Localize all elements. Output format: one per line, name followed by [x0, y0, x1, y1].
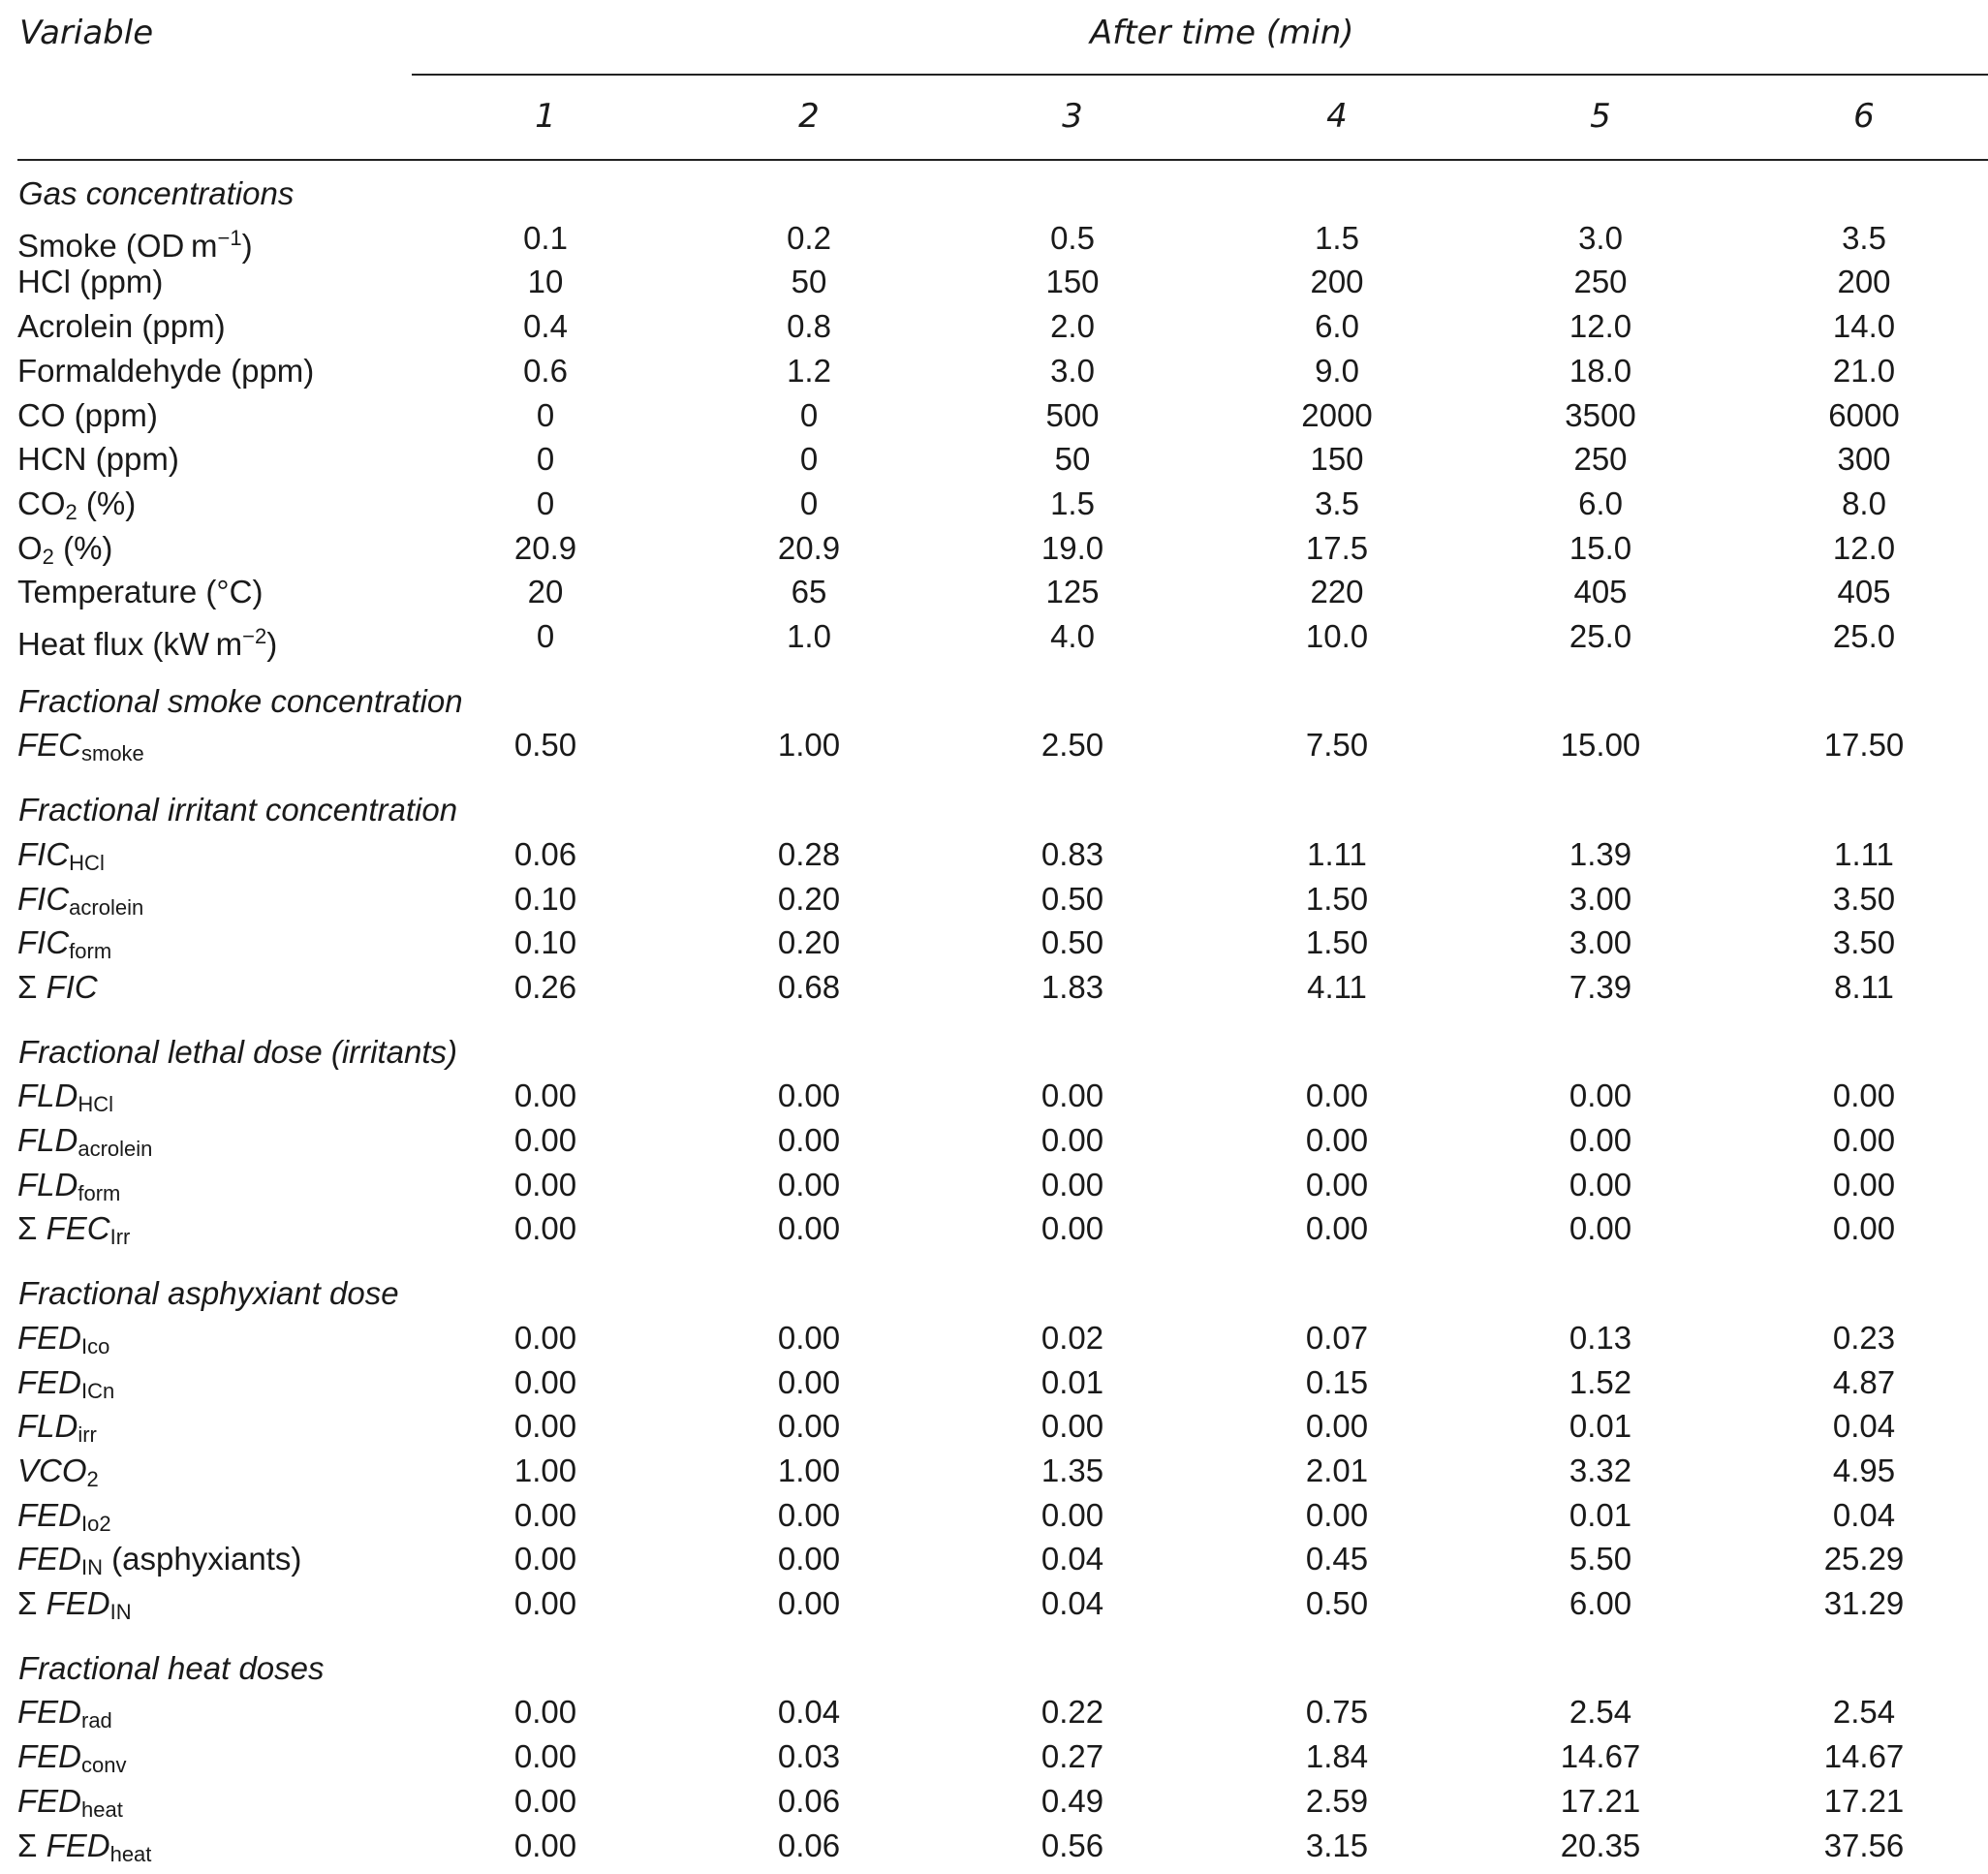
table-cell: 14.67 — [1560, 1738, 1641, 1775]
row-label — [17, 352, 314, 390]
table-cell: 3.0 — [1050, 352, 1095, 389]
table-cell: 0.15 — [1305, 1363, 1369, 1400]
table-cell: 0.02 — [1041, 1319, 1104, 1356]
table-cell: 0.00 — [513, 1782, 577, 1819]
table-cell: 4.11 — [1307, 968, 1367, 1005]
table-cell: 7.39 — [1569, 968, 1632, 1005]
table-cell: 31.29 — [1823, 1585, 1905, 1621]
label-tail: (asphyxiants) — [103, 1541, 302, 1577]
table-cell: 0.83 — [1041, 835, 1104, 872]
table-cell: 2.01 — [1305, 1452, 1369, 1488]
sigma-symbol: Σ — [17, 1210, 47, 1247]
row-label — [17, 263, 163, 301]
table-cell: 3.32 — [1569, 1452, 1632, 1488]
table-cell: 17.5 — [1305, 529, 1369, 566]
table-cell: 0.00 — [1832, 1210, 1896, 1247]
table-cell: 18.0 — [1569, 352, 1632, 389]
table-cell: 65 — [791, 574, 827, 610]
label-main: FLD — [17, 1122, 78, 1158]
table-cell: 0.4 — [523, 308, 568, 345]
label-subscript: HCl — [69, 850, 105, 875]
row-label — [17, 1782, 123, 1829]
table-cell: 2.54 — [1569, 1694, 1632, 1731]
table-cell: 2.0 — [1050, 308, 1095, 345]
sigma-symbol: Σ — [17, 1827, 47, 1863]
table-cell: 19.0 — [1041, 529, 1104, 566]
table-cell: 0.00 — [1041, 1166, 1104, 1202]
label-subscript: acrolein — [78, 1137, 153, 1161]
column-header-2: 2 — [798, 97, 820, 136]
table-cell: 0.00 — [513, 1122, 577, 1158]
label-main: FED — [17, 1363, 81, 1400]
sigma-symbol: Σ — [17, 968, 47, 1005]
table-cell: 6.0 — [1578, 484, 1623, 521]
label-subscript: HCl — [78, 1092, 114, 1117]
table-cell: 0.00 — [777, 1078, 841, 1114]
table-cell: 17.21 — [1560, 1782, 1641, 1819]
label-tail: (%) — [77, 484, 137, 521]
table-cell: 0.03 — [777, 1738, 841, 1775]
table-cell: 0.26 — [513, 968, 577, 1005]
table-cell: 0.00 — [513, 1496, 577, 1533]
table-cell: 0.00 — [1041, 1408, 1104, 1445]
row-label — [17, 440, 179, 479]
table-cell: 15.00 — [1560, 727, 1641, 764]
label-main: FEC — [17, 727, 81, 764]
table-cell: 500 — [1045, 396, 1100, 433]
table-cell: 0.00 — [1832, 1078, 1896, 1114]
table-cell: 0.6 — [523, 352, 568, 389]
table-cell: 0 — [799, 441, 819, 478]
row-label — [17, 1319, 109, 1366]
table-cell: 0.00 — [1041, 1078, 1104, 1114]
table-cell: 3.15 — [1305, 1827, 1369, 1863]
header-rule-bottom — [17, 159, 1988, 161]
table-cell: 0.00 — [777, 1122, 841, 1158]
row-label — [17, 1363, 114, 1411]
table-cell: 0.00 — [777, 1496, 841, 1533]
table-cell: 8.0 — [1842, 484, 1886, 521]
table-cell: 0.00 — [1832, 1166, 1896, 1202]
table-cell: 17.50 — [1823, 727, 1905, 764]
table-cell: 300 — [1837, 441, 1891, 478]
row-label — [17, 307, 226, 346]
table-cell: 20.9 — [777, 529, 841, 566]
table-cell: 0.00 — [1041, 1122, 1104, 1158]
section-title: Fractional heat doses — [18, 1649, 325, 1686]
table-cell: 0 — [536, 441, 555, 478]
table-cell: 0.00 — [1569, 1078, 1632, 1114]
table-cell: 6000 — [1828, 396, 1900, 433]
table-cell: 0.00 — [777, 1319, 841, 1356]
table-cell: 0.00 — [513, 1585, 577, 1621]
table-cell: 125 — [1045, 574, 1100, 610]
table-cell: 0.00 — [513, 1541, 577, 1577]
row-label — [17, 396, 158, 435]
row-label — [17, 1209, 130, 1257]
label-main: Formaldehyde (ppm) — [17, 352, 315, 389]
label-subscript: irr — [78, 1422, 97, 1448]
label-subscript: Ico — [81, 1333, 110, 1359]
column-header-4: 4 — [1326, 97, 1348, 136]
label-subscript: Irr — [109, 1225, 131, 1250]
label-main: CO (ppm) — [17, 396, 158, 433]
table-cell: 0.27 — [1041, 1738, 1104, 1775]
table-cell: 6.00 — [1569, 1585, 1632, 1621]
row-label — [17, 1121, 152, 1169]
table-cell: 0.50 — [1041, 880, 1104, 917]
row-label — [17, 1166, 120, 1213]
label-main: FED — [17, 1496, 81, 1533]
label-subscript: rad — [81, 1708, 112, 1733]
table-cell: 0.00 — [1305, 1166, 1369, 1202]
table-cell: 1.35 — [1041, 1452, 1104, 1488]
table-cell: 1.39 — [1569, 835, 1632, 872]
table-cell: 150 — [1045, 264, 1100, 300]
table-cell: 0.00 — [777, 1541, 841, 1577]
row-label — [17, 1540, 301, 1587]
table-cell: 20.9 — [513, 529, 577, 566]
table-cell: 25.0 — [1569, 618, 1632, 654]
table-cell: 0.01 — [1041, 1363, 1104, 1400]
label-main: FLD — [17, 1078, 78, 1114]
table-cell: 14.0 — [1832, 308, 1896, 345]
table-cell: 0 — [799, 484, 819, 521]
table-cell: 0 — [536, 618, 555, 654]
table-cell: 1.2 — [787, 352, 831, 389]
table-cell: 8.11 — [1834, 968, 1894, 1005]
label-subscript: IN — [109, 1600, 132, 1624]
row-label — [17, 1496, 111, 1544]
table-cell: 25.0 — [1832, 618, 1896, 654]
table-cell: 3500 — [1565, 396, 1636, 433]
table-cell: 50 — [791, 264, 827, 300]
label-subscript: IN — [81, 1555, 103, 1580]
table-cell: 200 — [1310, 264, 1364, 300]
label-main: O — [17, 529, 43, 566]
table-cell: 0.00 — [1305, 1122, 1369, 1158]
table-cell: 20.35 — [1560, 1827, 1641, 1863]
label-tail: ) — [241, 227, 253, 264]
table-cell: 0.00 — [513, 1166, 577, 1202]
table-cell: 25.29 — [1823, 1541, 1905, 1577]
table-cell: 0.10 — [513, 880, 577, 917]
table-cell: 12.0 — [1832, 529, 1896, 566]
table-cell: 250 — [1573, 441, 1628, 478]
table-cell: 2000 — [1301, 396, 1373, 433]
label-superscript: −2 — [242, 624, 267, 648]
table-cell: 6.0 — [1315, 308, 1359, 345]
column-header-3: 3 — [1062, 97, 1083, 136]
table-cell: 5.50 — [1569, 1541, 1632, 1577]
after-time-header: After time (min) — [1090, 14, 1354, 52]
variable-header: Variable — [19, 14, 154, 52]
table-cell: 3.00 — [1569, 924, 1632, 961]
section-title: Fractional lethal dose (irritants) — [18, 1033, 458, 1070]
table-cell: 1.0 — [787, 618, 831, 654]
table-cell: 0.50 — [513, 727, 577, 764]
table-cell: 3.50 — [1832, 880, 1896, 917]
sigma-symbol: Σ — [17, 1585, 47, 1621]
row-label — [17, 529, 112, 577]
table-cell: 0.1 — [523, 219, 568, 256]
table-cell: 220 — [1310, 574, 1364, 610]
label-subscript: form — [78, 1180, 121, 1205]
column-header-6: 6 — [1853, 97, 1875, 136]
table-cell: 0.00 — [777, 1408, 841, 1445]
table-cell: 1.11 — [1834, 835, 1894, 872]
table-cell: 0.00 — [513, 1319, 577, 1356]
table-cell: 200 — [1837, 264, 1891, 300]
table-cell: 0.20 — [777, 924, 841, 961]
table-cell: 0.01 — [1569, 1408, 1632, 1445]
table-cell: 0.04 — [1041, 1585, 1104, 1621]
table-cell: 0.01 — [1569, 1496, 1632, 1533]
table-cell: 3.00 — [1569, 880, 1632, 917]
column-header-1: 1 — [535, 97, 556, 136]
table-cell: 0 — [536, 396, 555, 433]
table-cell: 0.04 — [1832, 1408, 1896, 1445]
section-title: Fractional smoke concentration — [18, 682, 463, 719]
row-label — [17, 880, 143, 927]
row-label — [17, 726, 144, 773]
table-cell: 0.00 — [777, 1585, 841, 1621]
table-cell: 0.50 — [1041, 924, 1104, 961]
table-cell: 0.00 — [1569, 1166, 1632, 1202]
table-cell: 0.00 — [1305, 1210, 1369, 1247]
table-cell: 2.50 — [1041, 727, 1104, 764]
label-main: FED — [46, 1585, 110, 1621]
table-cell: 0 — [799, 396, 819, 433]
table-cell: 2.59 — [1305, 1782, 1369, 1819]
table-cell: 0.00 — [513, 1694, 577, 1731]
table-cell: 0.2 — [787, 219, 831, 256]
row-label — [17, 484, 136, 532]
table-cell: 405 — [1573, 574, 1628, 610]
table-cell: 250 — [1573, 264, 1628, 300]
label-subscript: 2 — [42, 544, 54, 569]
label-subscript: 2 — [65, 499, 78, 524]
row-label — [17, 1407, 97, 1454]
table-cell: 0.28 — [777, 835, 841, 872]
label-main: CO — [17, 484, 66, 521]
table-cell: 0.00 — [1305, 1408, 1369, 1445]
table-cell: 21.0 — [1832, 352, 1896, 389]
table-cell: 1.00 — [777, 1452, 841, 1488]
table-cell: 0.00 — [513, 1210, 577, 1247]
label-main: Heat flux (kW m — [17, 626, 243, 662]
section-title: Fractional asphyxiant dose — [18, 1275, 399, 1312]
table-cell: 0.04 — [1832, 1496, 1896, 1533]
label-main: Smoke (OD m — [17, 227, 218, 264]
table-cell: 0.49 — [1041, 1782, 1104, 1819]
table-cell: 0.07 — [1305, 1319, 1369, 1356]
table-cell: 1.52 — [1569, 1363, 1632, 1400]
table-cell: 7.50 — [1305, 727, 1369, 764]
label-main: FED — [46, 1827, 110, 1863]
section-title: Fractional irritant concentration — [18, 792, 458, 828]
label-main: FIC — [17, 924, 70, 961]
table-cell: 20 — [527, 574, 564, 610]
table-cell: 3.5 — [1315, 484, 1359, 521]
table-cell: 0.00 — [513, 1738, 577, 1775]
table-cell: 0.04 — [777, 1694, 841, 1731]
row-label — [17, 923, 111, 971]
section-title: Gas concentrations — [18, 175, 295, 211]
header-rule-top — [412, 74, 1988, 76]
label-main: HCN (ppm) — [17, 441, 179, 478]
table-cell: 0.45 — [1305, 1541, 1369, 1577]
table-cell: 12.0 — [1569, 308, 1632, 345]
label-main: FED — [17, 1541, 81, 1577]
row-label — [17, 219, 253, 265]
table-cell: 10 — [527, 264, 564, 300]
label-main: FED — [17, 1782, 81, 1819]
table-cell: 1.00 — [777, 727, 841, 764]
table-cell: 0.00 — [1569, 1210, 1632, 1247]
table-cell: 0.50 — [1305, 1585, 1369, 1621]
label-superscript: −1 — [217, 225, 242, 250]
label-main: VCO — [17, 1452, 87, 1488]
table-cell: 1.50 — [1305, 880, 1369, 917]
label-tail: ) — [266, 626, 278, 662]
table-cell: 0.56 — [1041, 1827, 1104, 1863]
table-cell: 17.21 — [1823, 1782, 1905, 1819]
row-label — [17, 573, 263, 611]
table-cell: 1.83 — [1041, 968, 1104, 1005]
label-subscript: form — [69, 939, 112, 964]
table-cell: 37.56 — [1823, 1827, 1905, 1863]
table-cell: 0.00 — [513, 1408, 577, 1445]
label-main: FED — [17, 1694, 81, 1731]
table-cell: 0 — [536, 484, 555, 521]
row-label — [17, 1827, 151, 1874]
table-cell: 0.00 — [1041, 1496, 1104, 1533]
table-cell: 0.10 — [513, 924, 577, 961]
row-label — [17, 617, 277, 664]
label-main: FED — [17, 1738, 81, 1775]
table-cell: 0.00 — [1569, 1122, 1632, 1158]
label-main: FIC — [17, 880, 70, 917]
row-label — [17, 968, 98, 1007]
row-label — [17, 835, 105, 883]
table-cell: 0.00 — [777, 1363, 841, 1400]
table-cell: 1.00 — [513, 1452, 577, 1488]
table-cell: 0.00 — [513, 1363, 577, 1400]
table-cell: 3.50 — [1832, 924, 1896, 961]
table-cell: 0.06 — [777, 1782, 841, 1819]
table-cell: 0.68 — [777, 968, 841, 1005]
table-cell: 0.00 — [777, 1210, 841, 1247]
table-cell: 2.54 — [1832, 1694, 1896, 1731]
table-cell: 405 — [1837, 574, 1891, 610]
label-subscript: heat — [109, 1841, 152, 1866]
table-cell: 10.0 — [1305, 618, 1369, 654]
table-cell: 0.75 — [1305, 1694, 1369, 1731]
table-cell: 0.06 — [513, 835, 577, 872]
label-main: FLD — [17, 1166, 78, 1202]
table-cell: 0.8 — [787, 308, 831, 345]
table-cell: 0.23 — [1832, 1319, 1896, 1356]
label-main: Temperature (°C) — [17, 574, 264, 610]
label-subscript: 2 — [86, 1466, 99, 1491]
label-subscript: smoke — [81, 741, 144, 766]
table-cell: 9.0 — [1315, 352, 1359, 389]
column-header-5: 5 — [1590, 97, 1611, 136]
label-tail: (%) — [53, 529, 113, 566]
label-main: FEC — [46, 1210, 110, 1247]
table-cell: 1.5 — [1315, 219, 1359, 256]
table-cell: 0.00 — [777, 1166, 841, 1202]
table-cell: 15.0 — [1569, 529, 1632, 566]
label-main: Acrolein (ppm) — [17, 308, 226, 345]
table-cell: 1.5 — [1050, 484, 1095, 521]
table-cell: 3.0 — [1578, 219, 1623, 256]
table-cell: 0.22 — [1041, 1694, 1104, 1731]
row-label — [17, 1452, 99, 1499]
table-cell: 0.04 — [1041, 1541, 1104, 1577]
table-cell: 0.00 — [1305, 1496, 1369, 1533]
table-cell: 14.67 — [1823, 1738, 1905, 1775]
table-cell: 3.5 — [1842, 219, 1886, 256]
label-subscript: heat — [81, 1796, 123, 1822]
table-cell: 0.00 — [513, 1827, 577, 1863]
table-cell: 0.5 — [1050, 219, 1095, 256]
table-cell: 0.00 — [1041, 1210, 1104, 1247]
label-subscript: Io2 — [81, 1511, 111, 1536]
table-cell: 1.84 — [1305, 1738, 1369, 1775]
label-main: FIC — [17, 835, 70, 872]
table-cell: 0.00 — [513, 1078, 577, 1114]
table-cell: 0.00 — [1305, 1078, 1369, 1114]
label-main: FED — [17, 1319, 81, 1356]
row-label — [17, 1693, 112, 1740]
table-cell: 0.20 — [777, 880, 841, 917]
table-cell: 0.06 — [777, 1827, 841, 1863]
row-label — [17, 1077, 113, 1124]
table-cell: 50 — [1054, 441, 1091, 478]
table-cell: 4.87 — [1832, 1363, 1896, 1400]
label-subscript: ICn — [81, 1378, 115, 1403]
table-cell: 4.0 — [1050, 618, 1095, 654]
label-main: FIC — [46, 968, 98, 1005]
table-cell: 1.11 — [1307, 835, 1367, 872]
table-cell: 0.00 — [1832, 1122, 1896, 1158]
row-label — [17, 1737, 126, 1785]
label-subscript: conv — [81, 1753, 127, 1778]
label-subscript: acrolein — [69, 894, 144, 920]
table-cell: 4.95 — [1832, 1452, 1896, 1488]
label-main: HCl (ppm) — [17, 264, 164, 300]
row-label — [17, 1584, 132, 1632]
table-cell: 1.50 — [1305, 924, 1369, 961]
table-cell: 0.13 — [1569, 1319, 1632, 1356]
label-main: FLD — [17, 1408, 78, 1445]
table-cell: 150 — [1310, 441, 1364, 478]
